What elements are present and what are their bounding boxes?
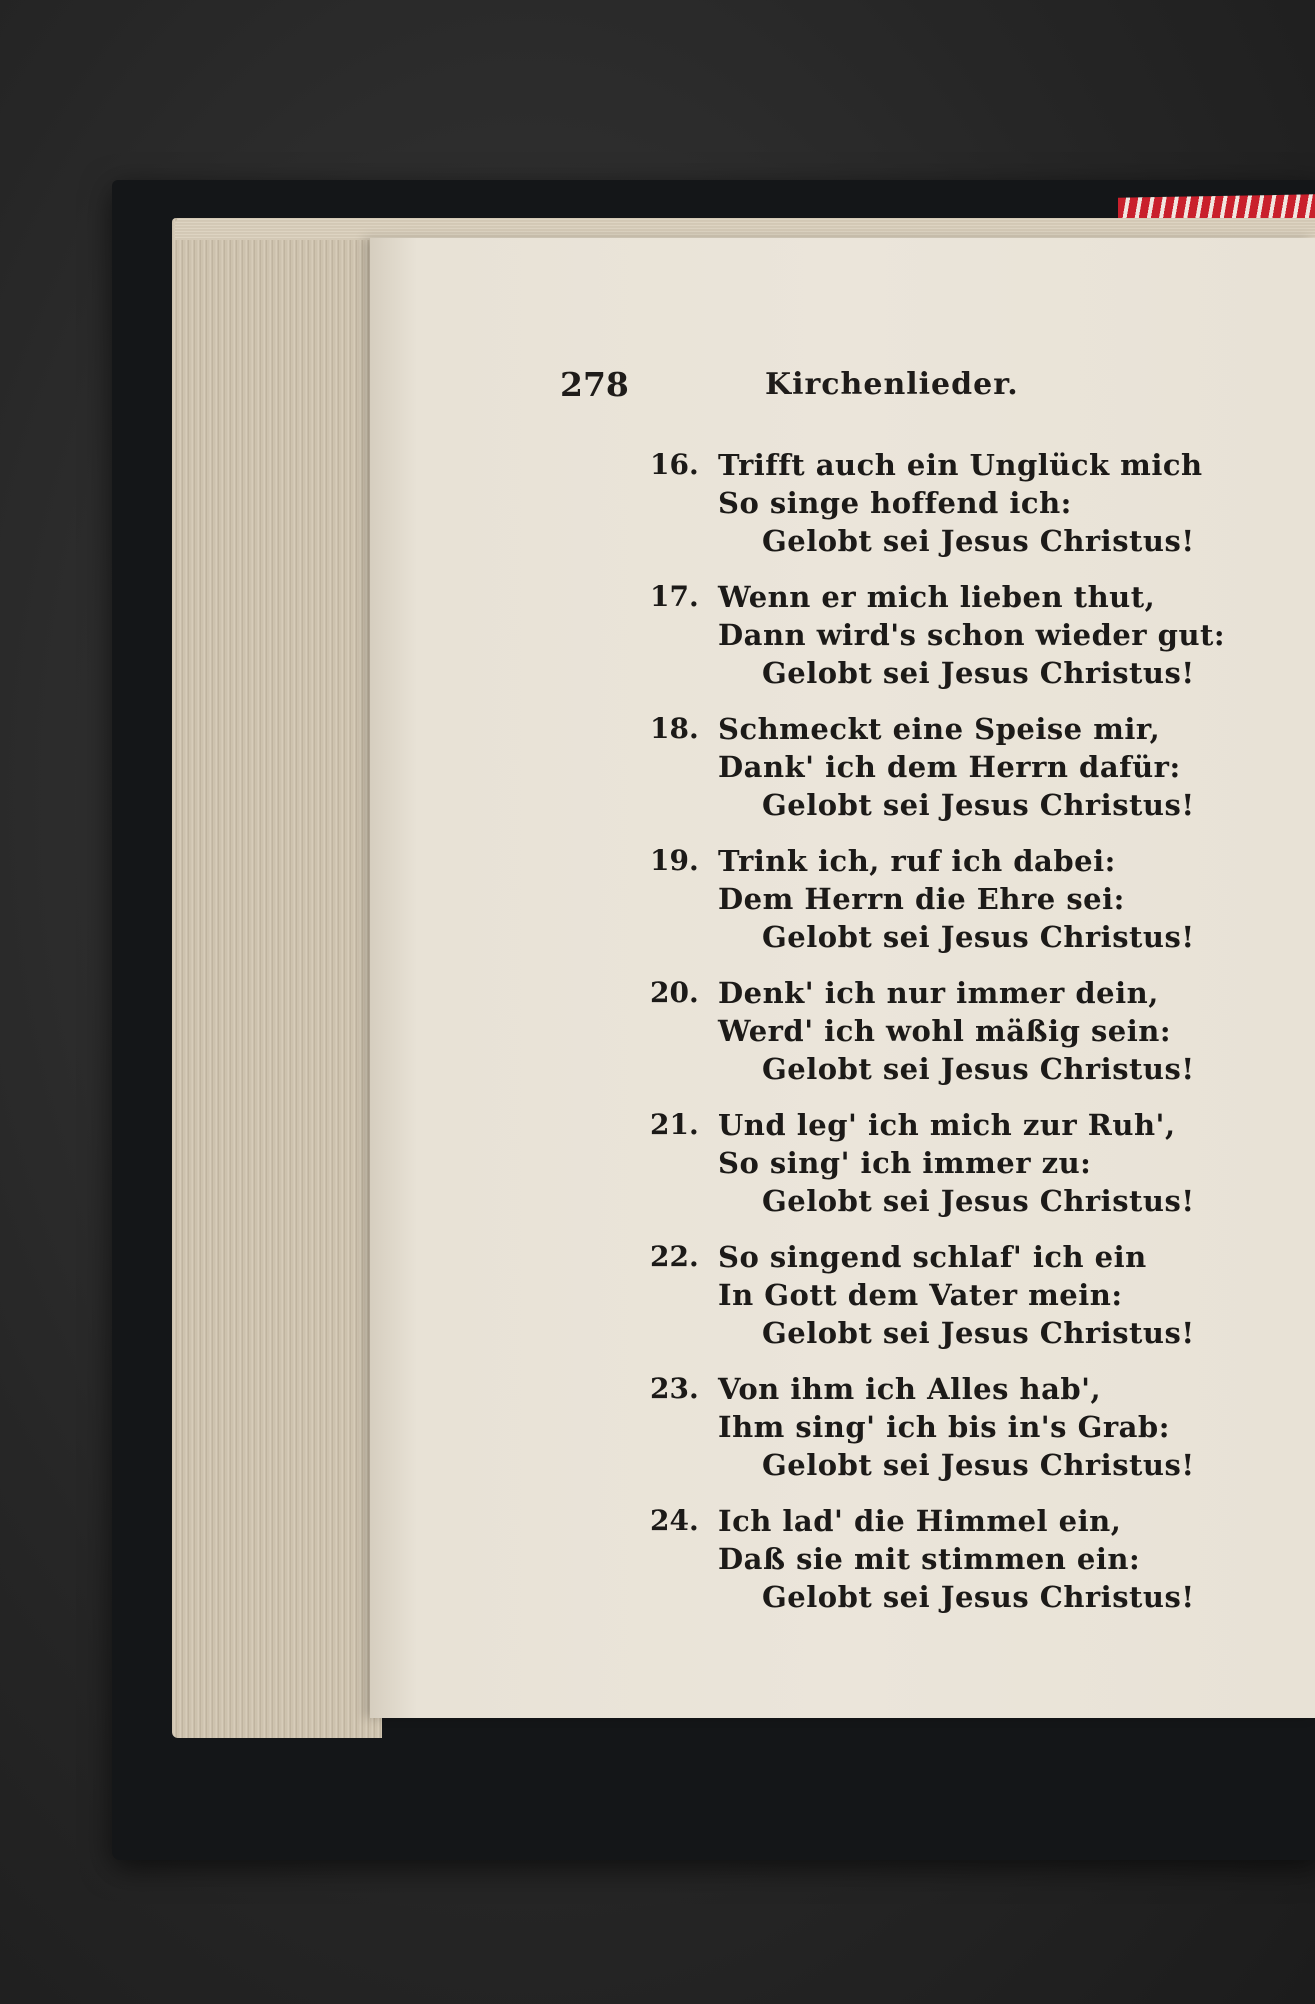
verse-refrain: Gelobt sei Jesus Christus! bbox=[762, 524, 1195, 558]
verse-refrain: Gelobt sei Jesus Christus! bbox=[762, 920, 1195, 954]
verse-number: 17. bbox=[650, 580, 699, 613]
running-head: Kirchenlieder. bbox=[765, 367, 1019, 402]
verse-line: So sing' ich immer zu: bbox=[718, 1146, 1092, 1180]
verse-line: Ihm sing' ich bis in's Grab: bbox=[718, 1410, 1170, 1444]
verse-number: 16. bbox=[650, 448, 699, 481]
page-edges bbox=[172, 218, 382, 1738]
verse-line: In Gott dem Vater mein: bbox=[718, 1278, 1123, 1312]
verse-number: 23. bbox=[650, 1372, 699, 1405]
verse-line: Wenn er mich lieben thut, bbox=[718, 580, 1156, 614]
verse-number: 22. bbox=[650, 1240, 699, 1273]
verse-refrain: Gelobt sei Jesus Christus! bbox=[762, 656, 1195, 690]
page-header bbox=[370, 365, 1315, 415]
verse bbox=[370, 1108, 1315, 1240]
verse-line: Denk' ich nur immer dein, bbox=[718, 976, 1159, 1010]
verse-refrain: Gelobt sei Jesus Christus! bbox=[762, 1052, 1195, 1086]
verse bbox=[370, 976, 1315, 1108]
verse-line: Von ihm ich Alles hab', bbox=[718, 1372, 1102, 1406]
page-number: 278 bbox=[560, 365, 629, 404]
verse bbox=[370, 1240, 1315, 1372]
verse bbox=[370, 1372, 1315, 1504]
page-edges-top bbox=[175, 218, 1315, 240]
verse-refrain: Gelobt sei Jesus Christus! bbox=[762, 1448, 1195, 1482]
verse-line: Dank' ich dem Herrn dafür: bbox=[718, 750, 1181, 784]
verse-line: Werd' ich wohl mäßig sein: bbox=[718, 1014, 1172, 1048]
hymn-verses bbox=[370, 448, 1315, 1636]
verse-line: Dann wird's schon wieder gut: bbox=[718, 618, 1226, 652]
verse-number: 18. bbox=[650, 712, 699, 745]
verse-refrain: Gelobt sei Jesus Christus! bbox=[762, 1316, 1195, 1350]
verse bbox=[370, 844, 1315, 976]
verse-line: So singe hoffend ich: bbox=[718, 486, 1072, 520]
verse bbox=[370, 1504, 1315, 1636]
verse-line: Schmeckt eine Speise mir, bbox=[718, 712, 1161, 746]
verse-refrain: Gelobt sei Jesus Christus! bbox=[762, 1184, 1195, 1218]
verse-refrain: Gelobt sei Jesus Christus! bbox=[762, 1580, 1195, 1614]
verse-number: 21. bbox=[650, 1108, 699, 1141]
verse-line: Und leg' ich mich zur Ruh', bbox=[718, 1108, 1176, 1142]
verse-number: 24. bbox=[650, 1504, 699, 1537]
verse-number: 20. bbox=[650, 976, 699, 1009]
verse-line: Ich lad' die Himmel ein, bbox=[718, 1504, 1122, 1538]
verse bbox=[370, 448, 1315, 580]
verse-number: 19. bbox=[650, 844, 699, 877]
verse-line: Trink ich, ruf ich dabei: bbox=[718, 844, 1116, 878]
verse bbox=[370, 580, 1315, 712]
verse-line: Daß sie mit stimmen ein: bbox=[718, 1542, 1141, 1576]
verse-line: Dem Herrn die Ehre sei: bbox=[718, 882, 1125, 916]
verse-line: Trifft auch ein Unglück mich bbox=[718, 448, 1203, 482]
verse bbox=[370, 712, 1315, 844]
book-page bbox=[370, 238, 1315, 1718]
verse-line: So singend schlaf' ich ein bbox=[718, 1240, 1147, 1274]
verse-refrain: Gelobt sei Jesus Christus! bbox=[762, 788, 1195, 822]
